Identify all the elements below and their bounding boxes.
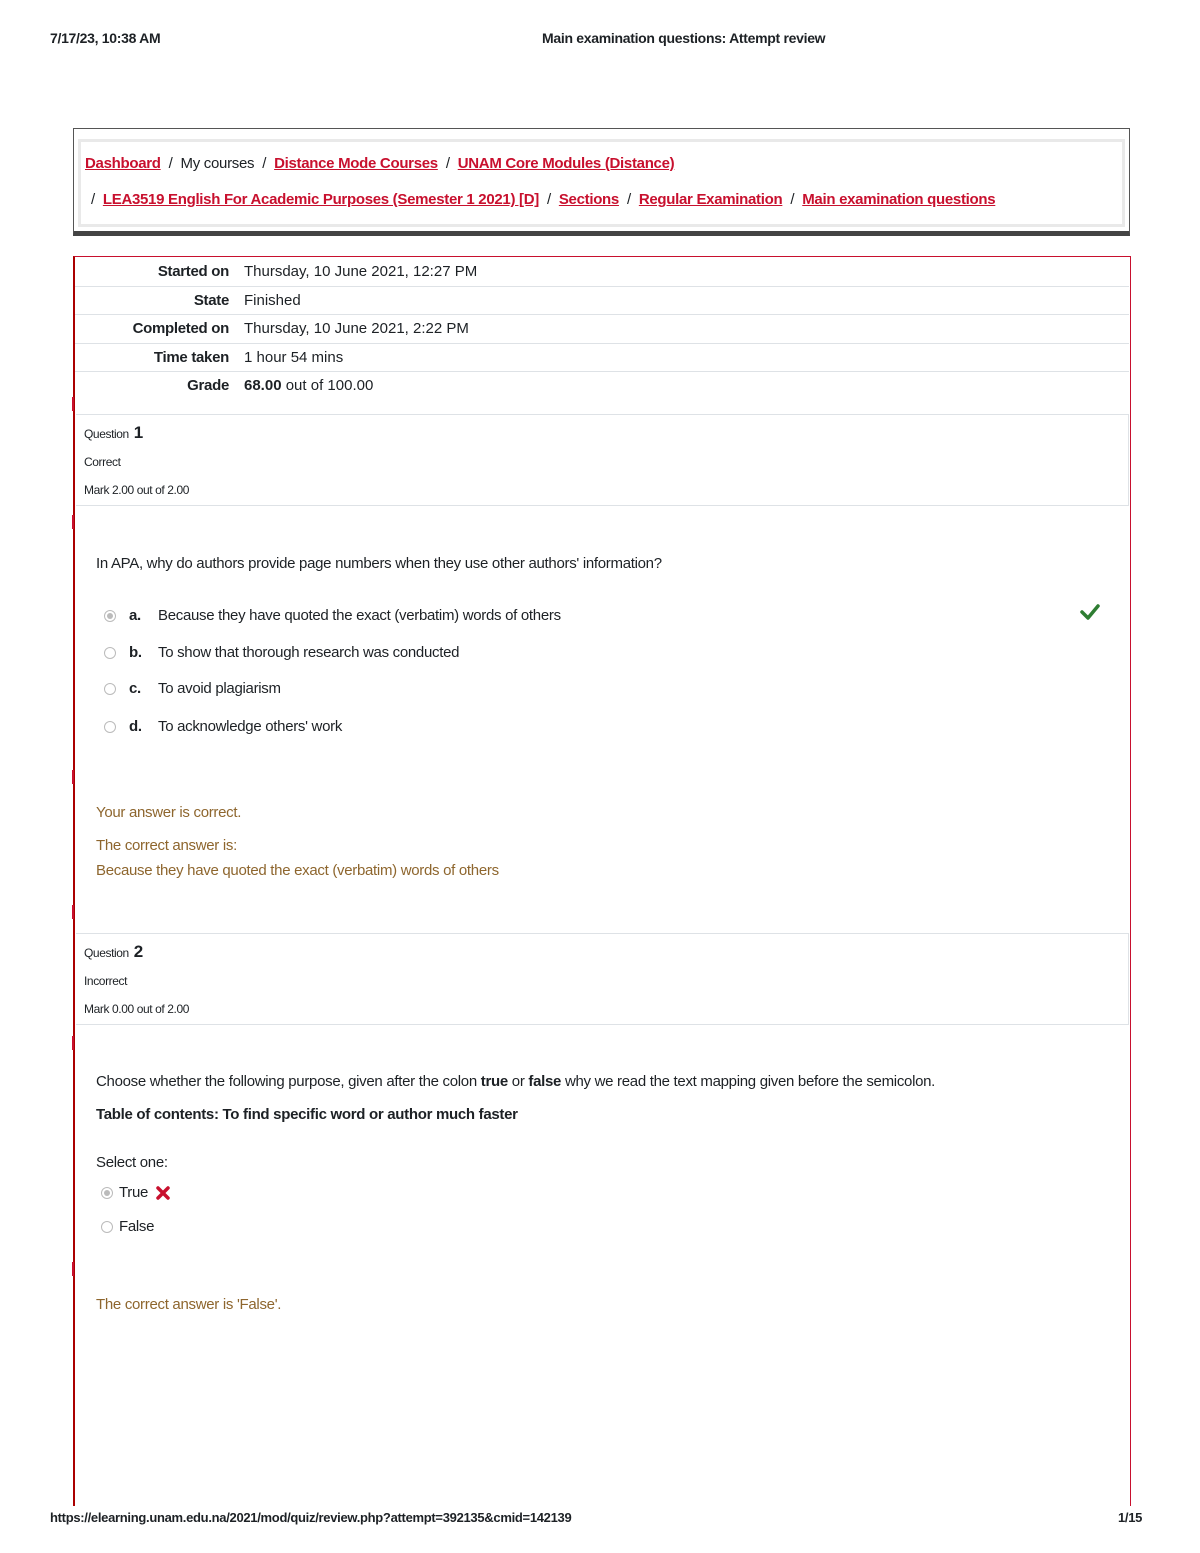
radio[interactable] bbox=[104, 683, 116, 695]
breadcrumb-separator: / bbox=[168, 155, 173, 172]
radio[interactable] bbox=[104, 721, 116, 733]
option-text: Because they have quoted the exact (verbatim) words of others bbox=[158, 607, 561, 624]
print-url: https://elearning.unam.edu.na/2021/mod/quiz/review.php?attempt=392135&cmid=142139 bbox=[50, 1510, 572, 1525]
q2-text-part: why we read the text mapping given before the semicolon. bbox=[561, 1073, 936, 1090]
option-letter: a. bbox=[129, 607, 141, 624]
breadcrumb-distance-mode[interactable]: Distance Mode Courses bbox=[274, 155, 438, 172]
time-taken-label: Time taken bbox=[153, 348, 229, 366]
time-taken-value: 1 hour 54 mins bbox=[244, 348, 344, 366]
q2-text-part: or bbox=[507, 1073, 529, 1090]
radio[interactable] bbox=[104, 647, 116, 659]
option-text: True bbox=[119, 1184, 149, 1201]
completed-label: Completed on bbox=[132, 320, 229, 337]
summary-row-time bbox=[75, 344, 1129, 373]
question-label: Question bbox=[84, 946, 129, 960]
select-one-prompt: Select one: bbox=[96, 1154, 168, 1171]
breadcrumb bbox=[78, 139, 1125, 227]
started-label: Started on bbox=[157, 263, 229, 280]
q1-correct-answer: Because they have quoted the exact (verbatim) words of others bbox=[96, 862, 499, 879]
option-text: To show that thorough research was conducted bbox=[158, 644, 460, 661]
state-label: State bbox=[193, 291, 229, 309]
breadcrumb-separator: / bbox=[445, 155, 450, 172]
option-text: To acknowledge others' work bbox=[158, 718, 343, 735]
q2-text-true: true bbox=[480, 1073, 508, 1090]
question-label: Question bbox=[84, 427, 129, 441]
question-1-mark: Mark 2.00 out of 2.00 bbox=[84, 483, 190, 497]
question-number: 2 bbox=[133, 942, 143, 961]
breadcrumb-container bbox=[73, 128, 1130, 236]
correct-check-icon bbox=[1080, 603, 1100, 621]
q2-feedback: The correct answer is 'False'. bbox=[96, 1296, 282, 1313]
question-1-number bbox=[84, 423, 143, 443]
option-letter: d. bbox=[129, 718, 142, 735]
margin-marker bbox=[72, 770, 74, 784]
question-1-state: Correct bbox=[84, 455, 121, 469]
breadcrumb-core-modules[interactable]: UNAM Core Modules (Distance) bbox=[457, 155, 675, 172]
grade-value bbox=[244, 377, 373, 394]
state-value: Finished bbox=[244, 291, 301, 309]
radio[interactable] bbox=[101, 1221, 113, 1233]
question-1-text: In APA, why do authors provide page numbers when they use other authors' information? bbox=[96, 555, 662, 572]
summary-row-grade bbox=[75, 372, 1129, 400]
breadcrumb-separator: / bbox=[790, 191, 795, 208]
attempt-summary-table bbox=[75, 258, 1129, 400]
grade-score: 68.00 bbox=[244, 377, 282, 394]
q1-correct-answer-label: The correct answer is: bbox=[96, 837, 237, 854]
question-2-number bbox=[84, 942, 143, 962]
q2-text-false: false bbox=[528, 1073, 562, 1090]
breadcrumb-dashboard[interactable]: Dashboard bbox=[85, 155, 161, 172]
print-page-number: 1/15 bbox=[1118, 1510, 1143, 1525]
breadcrumb-line-2 bbox=[91, 191, 995, 208]
question-2-info bbox=[76, 933, 1129, 1025]
incorrect-cross-icon bbox=[156, 1186, 170, 1200]
q1-feedback-status: Your answer is correct. bbox=[96, 804, 242, 821]
question-2-text bbox=[96, 1073, 935, 1090]
breadcrumb-course[interactable]: LEA3519 English For Academic Purposes (Semester 1 2021) [D] bbox=[102, 191, 539, 208]
question-number: 1 bbox=[133, 423, 143, 442]
grade-label: Grade bbox=[187, 377, 229, 394]
margin-marker bbox=[72, 515, 74, 529]
question-2-mark: Mark 0.00 out of 2.00 bbox=[84, 1002, 190, 1016]
margin-marker bbox=[72, 397, 74, 411]
breadcrumb-sections[interactable]: Sections bbox=[558, 191, 619, 208]
print-footer bbox=[0, 1510, 1200, 1530]
print-datetime: 7/17/23, 10:38 AM bbox=[50, 30, 161, 46]
grade-rest: out of 100.00 bbox=[285, 377, 374, 394]
option-letter: c. bbox=[129, 680, 141, 697]
radio-selected[interactable] bbox=[104, 610, 116, 622]
breadcrumb-separator: / bbox=[626, 191, 631, 208]
option-letter: b. bbox=[129, 644, 142, 661]
breadcrumb-line-1 bbox=[85, 155, 674, 172]
q2-text-part: Choose whether the following purpose, given after the colon bbox=[96, 1073, 481, 1090]
print-doc-title: Main examination questions: Attempt review bbox=[542, 30, 826, 46]
breadcrumb-my-courses: My courses bbox=[180, 155, 255, 172]
print-header bbox=[0, 30, 1200, 50]
breadcrumb-main-exam[interactable]: Main examination questions bbox=[802, 191, 996, 208]
margin-marker bbox=[72, 905, 74, 919]
option-text: False bbox=[119, 1218, 155, 1235]
summary-row-state bbox=[75, 287, 1129, 316]
breadcrumb-separator: / bbox=[546, 191, 551, 208]
breadcrumb-separator: / bbox=[91, 191, 95, 208]
started-value: Thursday, 10 June 2021, 12:27 PM bbox=[244, 263, 478, 280]
question-1-info bbox=[76, 414, 1129, 506]
question-2-statement: Table of contents: To find specific word or author much faster bbox=[96, 1106, 518, 1123]
summary-row-started bbox=[75, 258, 1129, 287]
breadcrumb-separator: / bbox=[262, 155, 267, 172]
breadcrumb-regular-exam[interactable]: Regular Examination bbox=[638, 191, 783, 208]
option-text: To avoid plagiarism bbox=[158, 680, 281, 697]
summary-row-completed bbox=[75, 315, 1129, 344]
question-2-state: Incorrect bbox=[84, 974, 128, 988]
margin-marker bbox=[72, 1262, 74, 1276]
completed-value: Thursday, 10 June 2021, 2:22 PM bbox=[244, 320, 469, 337]
radio-selected[interactable] bbox=[101, 1187, 113, 1199]
margin-marker bbox=[72, 1036, 74, 1050]
